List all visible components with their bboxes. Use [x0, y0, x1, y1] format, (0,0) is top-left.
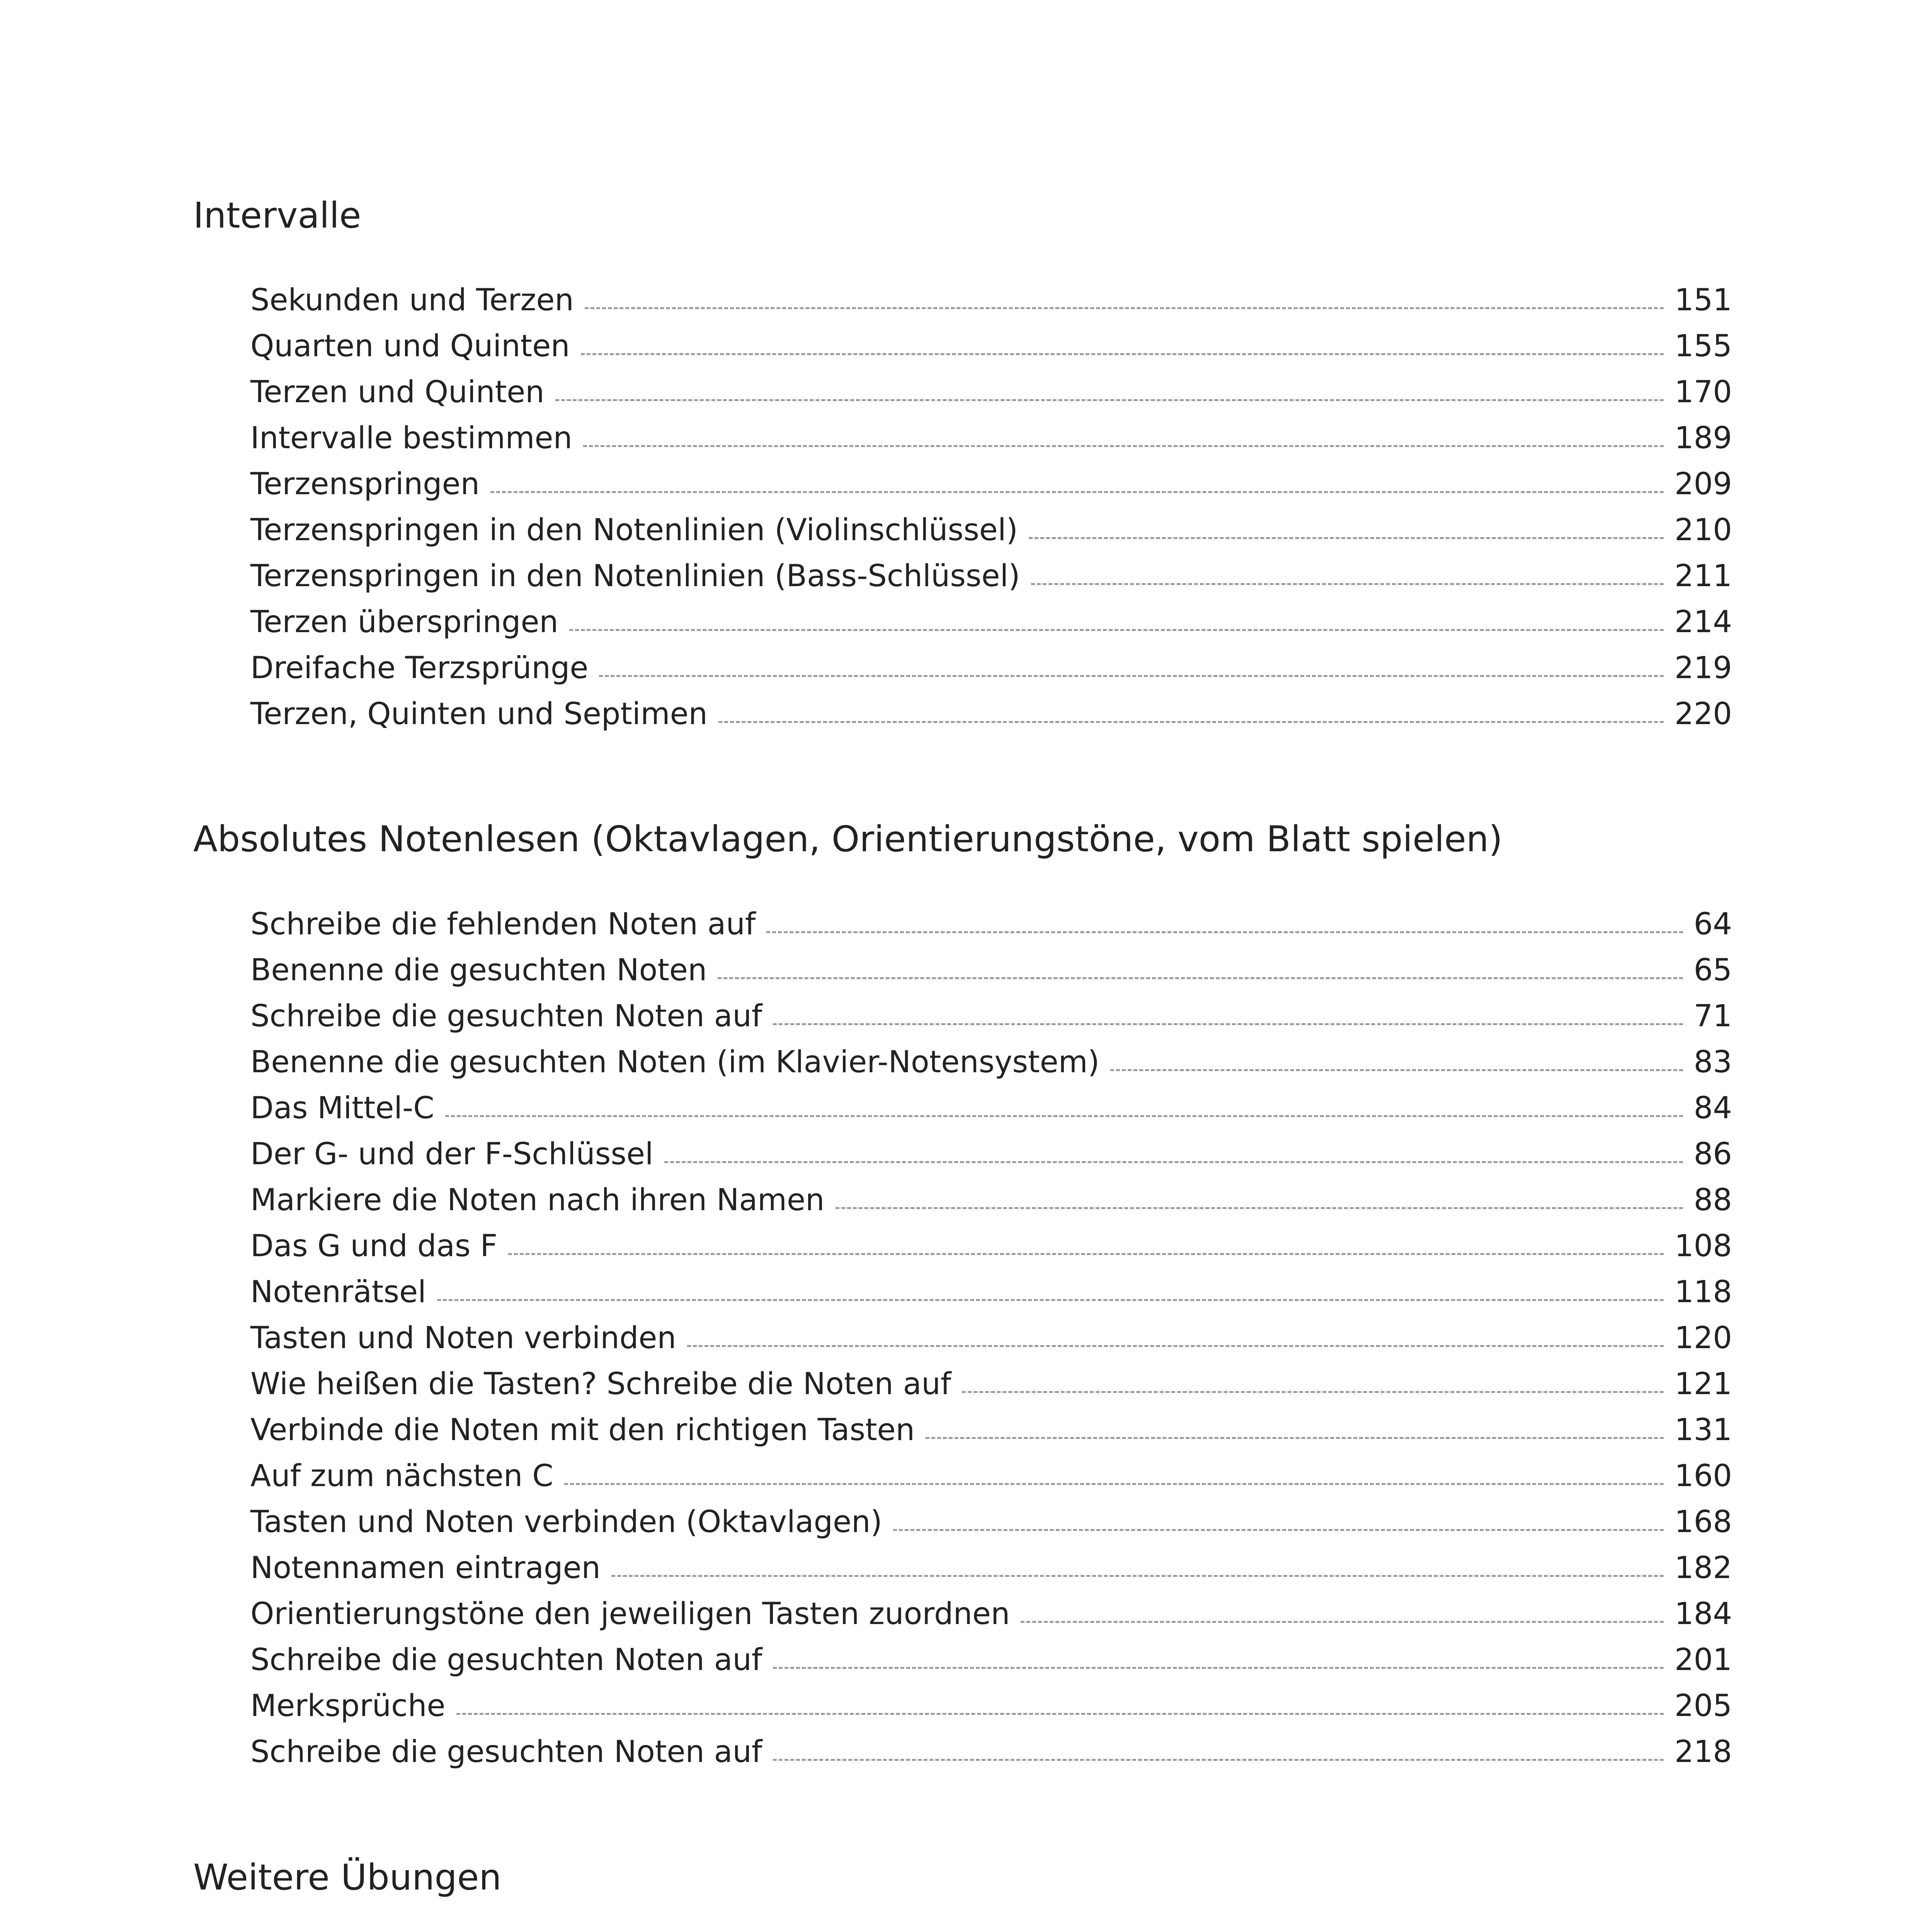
toc-entry[interactable]	[250, 1459, 1732, 1493]
toc-entry-label: Schreibe die gesuchten Noten auf	[250, 999, 762, 1034]
toc-entry[interactable]	[250, 375, 1732, 410]
toc-entry-page: 160	[1674, 1459, 1732, 1493]
toc-entry[interactable]	[250, 1505, 1732, 1539]
toc-entry-label: Quarten und Quinten	[250, 329, 570, 364]
toc-entry-page: 209	[1674, 467, 1732, 502]
toc-entry-page: 214	[1674, 605, 1732, 639]
toc-entry[interactable]	[250, 559, 1732, 594]
toc-entry-page: 219	[1674, 651, 1732, 685]
toc-entry-label: Terzen überspringen	[250, 605, 558, 639]
toc-entry[interactable]	[250, 605, 1732, 639]
toc-entry-label: Terzen und Quinten	[250, 375, 545, 410]
toc-entry[interactable]	[250, 1597, 1732, 1631]
toc-entry[interactable]	[250, 1275, 1732, 1310]
toc-entry[interactable]	[250, 1229, 1732, 1264]
toc-entry-label: Terzen, Quinten und Septimen	[250, 697, 708, 731]
toc-entry-page: 201	[1674, 1643, 1732, 1677]
toc-entry[interactable]	[250, 1367, 1732, 1401]
toc-entry-label: Notennamen eintragen	[250, 1551, 601, 1585]
toc-entry-label: Tasten und Noten verbinden (Oktavlagen)	[250, 1505, 882, 1539]
toc-entry-page: 189	[1674, 421, 1732, 456]
toc-entry-page: 83	[1693, 1045, 1732, 1080]
toc-entry[interactable]	[250, 1413, 1732, 1447]
toc-entry-label: Der G- und der F-Schlüssel	[250, 1137, 653, 1172]
toc-entry-label: Merksprüche	[250, 1689, 446, 1723]
dotted-leader	[962, 1391, 1664, 1393]
toc-entry[interactable]	[250, 467, 1732, 502]
toc-entry-page: 84	[1693, 1091, 1732, 1126]
dotted-leader	[718, 721, 1664, 723]
toc-entry-page: 118	[1674, 1275, 1732, 1310]
toc-entry-label: Das G und das F	[250, 1229, 498, 1264]
dotted-leader	[564, 1483, 1664, 1485]
toc-entry-page: 86	[1693, 1137, 1732, 1172]
toc-entry-label: Wie heißen die Tasten? Schreibe die Noten auf	[250, 1367, 951, 1401]
toc-entry[interactable]	[250, 1091, 1732, 1126]
toc-entry[interactable]	[250, 421, 1732, 456]
toc-entry-page: 108	[1674, 1229, 1732, 1264]
toc-entry[interactable]	[250, 907, 1732, 942]
toc-entry-label: Benenne die gesuchten Noten	[250, 953, 707, 988]
toc-entry[interactable]	[250, 1551, 1732, 1585]
dotted-leader	[718, 977, 1683, 979]
toc-entry[interactable]	[250, 1643, 1732, 1677]
toc-entry[interactable]	[250, 1183, 1732, 1218]
toc-entry-page: 218	[1674, 1735, 1732, 1769]
toc-entry[interactable]	[250, 953, 1732, 988]
toc-entry-page: 182	[1674, 1551, 1732, 1585]
toc-entry-page: 120	[1674, 1321, 1732, 1355]
dotted-leader	[456, 1713, 1664, 1715]
toc-entry-label: Orientierungstöne den jeweiligen Tasten zuordnen	[250, 1597, 1010, 1631]
dotted-leader	[583, 445, 1664, 447]
toc-entry-label: Dreifache Terzsprünge	[250, 651, 589, 685]
dotted-leader	[1021, 1621, 1664, 1623]
dotted-leader	[1110, 1069, 1683, 1071]
dotted-leader	[893, 1529, 1664, 1531]
toc-entry-page: 210	[1674, 513, 1732, 548]
dotted-leader	[599, 675, 1664, 677]
toc-entry-label: Schreibe die gesuchten Noten auf	[250, 1735, 762, 1769]
toc-entry[interactable]	[250, 283, 1732, 318]
dotted-leader	[585, 307, 1664, 309]
toc-entry-page: 88	[1693, 1183, 1732, 1218]
toc-entry-page: 65	[1693, 953, 1732, 988]
toc-entry-label: Sekunden und Terzen	[250, 283, 574, 318]
toc-entry-label: Terzenspringen	[250, 467, 480, 502]
toc-entry-label: Schreibe die fehlenden Noten auf	[250, 907, 756, 942]
toc-entry[interactable]	[250, 1045, 1732, 1080]
toc-entry-label: Tasten und Noten verbinden	[250, 1321, 676, 1355]
dotted-leader	[926, 1437, 1664, 1439]
toc-entry[interactable]	[250, 329, 1732, 364]
toc-entry-label: Das Mittel-C	[250, 1091, 434, 1126]
toc-entry-label: Benenne die gesuchten Noten (im Klavier-Notensystem)	[250, 1045, 1100, 1080]
toc-entry-page: 151	[1674, 283, 1732, 318]
toc-entry-page: 184	[1674, 1597, 1732, 1631]
toc-entry-label: Verbinde die Noten mit den richtigen Tasten	[250, 1413, 915, 1447]
toc-entry[interactable]	[250, 1735, 1732, 1769]
toc-entry-page: 121	[1674, 1367, 1732, 1401]
toc-entry-label: Auf zum nächsten C	[250, 1459, 553, 1493]
dotted-leader	[766, 931, 1683, 933]
dotted-leader	[773, 1759, 1664, 1761]
toc-entry-label: Markiere die Noten nach ihren Namen	[250, 1183, 825, 1218]
toc-entry-page: 170	[1674, 375, 1732, 410]
toc-entry-label: Schreibe die gesuchten Noten auf	[250, 1643, 762, 1677]
toc-entry[interactable]	[250, 697, 1732, 731]
dotted-leader	[581, 353, 1664, 355]
dotted-leader	[1031, 583, 1664, 585]
dotted-leader	[508, 1253, 1664, 1255]
dotted-leader	[773, 1023, 1683, 1025]
toc-entry-page: 168	[1674, 1505, 1732, 1539]
section-title-intervalle: Intervalle	[193, 195, 361, 236]
toc-entry-page: 155	[1674, 329, 1732, 364]
dotted-leader	[490, 491, 1664, 493]
dotted-leader	[1029, 537, 1664, 539]
dotted-leader	[664, 1161, 1683, 1163]
toc-entry[interactable]	[250, 1689, 1732, 1723]
dotted-leader	[611, 1575, 1664, 1577]
toc-entry-page: 64	[1693, 907, 1732, 942]
toc-entry-page: 131	[1674, 1413, 1732, 1447]
toc-entry-label: Intervalle bestimmen	[250, 421, 572, 456]
toc-entry-page: 71	[1693, 999, 1732, 1034]
toc-entry-page: 205	[1674, 1689, 1732, 1723]
toc-entry[interactable]	[250, 651, 1732, 685]
toc-entry[interactable]	[250, 1137, 1732, 1172]
section-title-absolutes-notenlesen: Absolutes Notenlesen (Oktavlagen, Orientierungstöne, vom Blatt spielen)	[193, 818, 1503, 860]
toc-entry-page: 220	[1674, 697, 1732, 731]
dotted-leader	[835, 1207, 1683, 1209]
toc-entry[interactable]	[250, 1321, 1732, 1355]
toc-entry[interactable]	[250, 513, 1732, 548]
toc-entry-label: Terzenspringen in den Notenlinien (Violinschlüssel)	[250, 513, 1018, 548]
dotted-leader	[773, 1667, 1664, 1669]
toc-entry[interactable]	[250, 999, 1732, 1034]
toc-entry-label: Notenrätsel	[250, 1275, 426, 1310]
dotted-leader	[445, 1115, 1683, 1117]
toc-entry-label: Terzenspringen in den Notenlinien (Bass-Schlüssel)	[250, 559, 1020, 594]
section-title-weitere-uebungen: Weitere Übungen	[193, 1857, 502, 1898]
dotted-leader	[687, 1345, 1664, 1347]
dotted-leader	[437, 1299, 1664, 1301]
dotted-leader	[569, 629, 1664, 631]
toc-entry-page: 211	[1674, 559, 1732, 594]
dotted-leader	[555, 399, 1664, 401]
